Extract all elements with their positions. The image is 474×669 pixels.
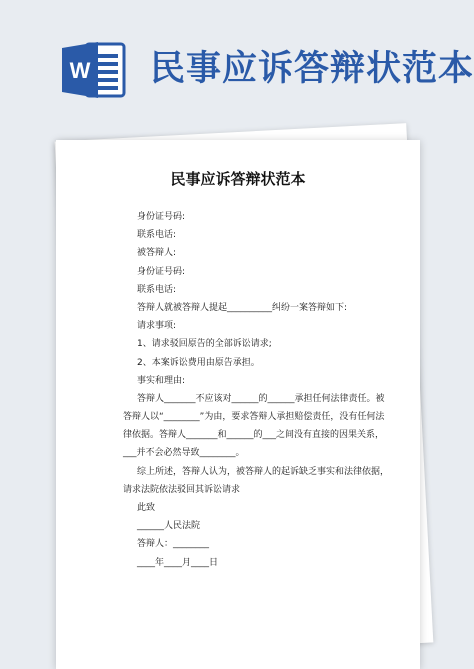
doc-line-phone: 联系电话: [137, 230, 177, 241]
doc-line-facts-1: 答辩人_______不应该对______的______承担任何法律责任。被 [137, 393, 385, 404]
doc-line-facts-3: 律依据。答辩人_______和______的___之间没有直接的因果关系， [123, 430, 385, 441]
document-page [56, 140, 420, 669]
doc-line-intro: 答辩人就被答辩人提起__________纠纷一案答辩如下: [137, 302, 348, 313]
doc-line-summary-1: 综上所述，答辩人认为，被答辩人的起诉缺乏事实和法律依据， [137, 466, 390, 477]
doc-line-salutation: 此致 [137, 503, 156, 513]
doc-line-requests-heading: 请求事项: [137, 321, 177, 332]
doc-line-facts-4: ___并不会必然导致________。 [123, 448, 245, 459]
doc-line-court: ______人民法院 [137, 521, 201, 532]
doc-line-summary-2: 请求法院依法驳回其诉讼请求 [123, 484, 241, 495]
doc-line-date: ____年____月____日 [137, 557, 219, 568]
header-title: 民事应诉答辩状范本 [150, 49, 474, 89]
doc-line-request-2: 2、本案诉讼费用由原告承担。 [137, 357, 260, 368]
doc-line-facts-2: 答辩人以“________”为由，要求答辩人承担赔偿责任，没有任何法 [123, 412, 385, 423]
word-icon [60, 40, 128, 100]
header-banner [0, 0, 474, 118]
doc-line-respondent-id: 身份证号码: [137, 266, 186, 277]
doc-line-respondent: 被答辩人: [137, 248, 177, 259]
doc-line-respondent-phone: 联系电话: [137, 284, 177, 295]
doc-line-facts-heading: 事实和理由: [137, 375, 186, 386]
svg-text:W: W [69, 58, 91, 83]
document-body [123, 208, 407, 572]
doc-line-id-number: 身份证号码: [137, 212, 186, 222]
document-title: 民事应诉答辩状范本 [170, 170, 306, 188]
doc-line-request-1: 1、请求驳回原告的全部诉讼请求; [137, 339, 272, 350]
doc-line-signature: 答辩人：________ [137, 539, 210, 550]
